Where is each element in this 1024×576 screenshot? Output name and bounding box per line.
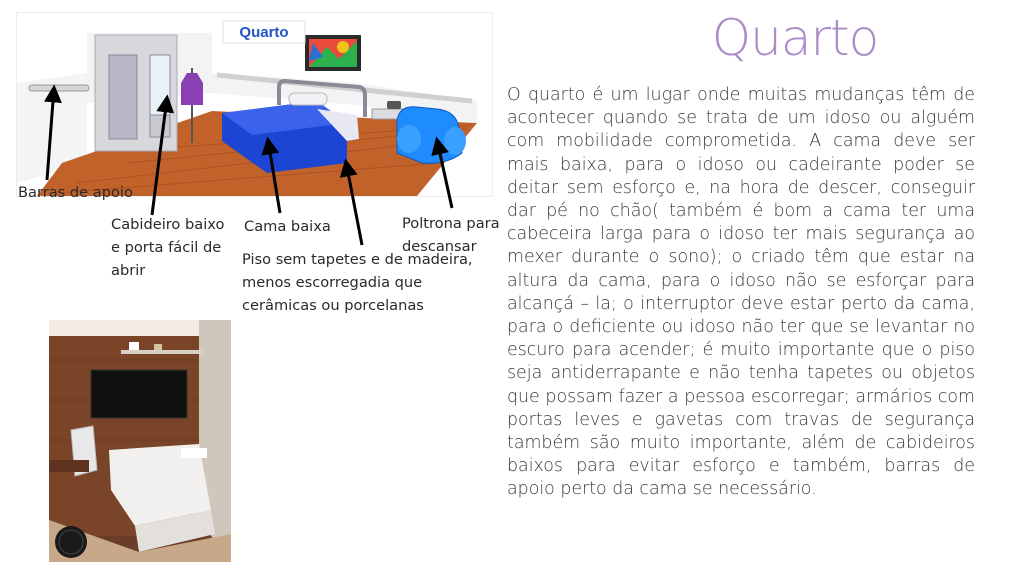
label-grab-bars: Barras de apoio: [18, 184, 133, 201]
bedroom-illustration: [16, 12, 493, 197]
label-floor: Piso sem tapetes e de madeira, menos escorregadia que cerâmicas ou porcelanas: [242, 251, 473, 314]
label-hanger: Cabideiro baixo e porta fácil de abrir: [111, 216, 225, 279]
bedroom-photo: [49, 320, 231, 562]
illustration-badge: Quarto: [239, 24, 289, 41]
label-low-bed: Cama baixa: [244, 218, 331, 235]
slide-title: Quarto: [711, 9, 879, 67]
label-armchair: Poltrona para descansar: [402, 215, 500, 255]
body-text: O quarto é um lugar onde muitas mudanças têm de acontecer quando se trata de um idoso ou alguém com mobilidade comprometida. A cama deve ser mais baixa, para o idoso ou cadeirante poder se deitar sem esforço e, na hora de descer, conseguir dar pé no chão( também é bom a cama ter uma cabeceira larga para o idoso ter mais segurança ao mexer durante o sono); o criado têm que estar na altura da cama, para o idoso não se esforçar para alcançá – la; o interruptor deve estar perto da cama, para o deficiente ou idoso não ter que se levantar no escuro para acender; é muito importante que o piso seja antiderrapante e não tenha tapetes ou objetos que possam fazer a pessoa escorregar; armários com portas leves e gavetas com travas de segurança também são muito importante, além de cabideiros baixos para evitar esforço e também, barras de apoio perto da cama se necessário.: [507, 85, 975, 500]
